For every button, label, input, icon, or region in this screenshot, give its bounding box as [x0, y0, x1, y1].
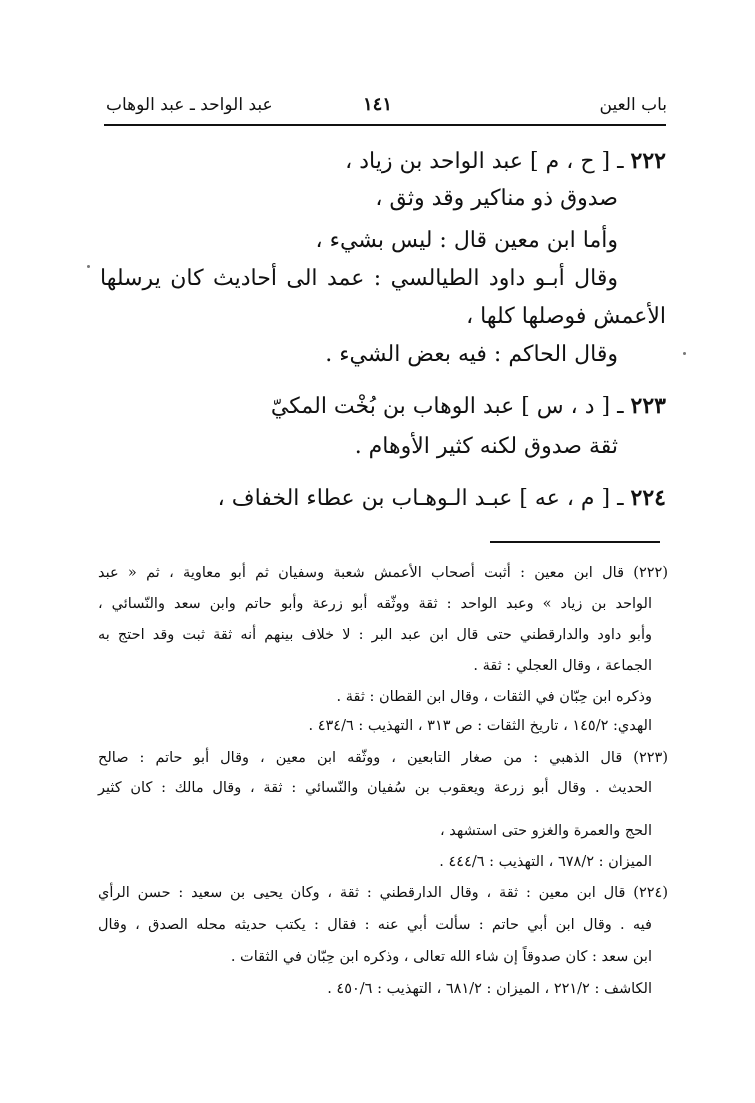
- entry-heading: ـ [ م ، عه ] عبـد الـوهـاب بن عطاء الخفاف ،: [217, 486, 631, 511]
- footnote-223-line: الحديث . وقال أبو زرعة ويعقوب بن سُفيان والنّسائي : ثقة ، وقال مالك : كان كثير: [98, 780, 652, 796]
- entry-222-line: صدوق ذو مناكير وقد وثق ،: [375, 186, 618, 211]
- scan-speck: [87, 265, 90, 268]
- footnote-222-line: (٢٢٢) قال ابن معين : أثبت أصحاب الأعمش شعبة وسفيان ثم أبو معاوية ، ثم « عبد: [98, 565, 668, 581]
- footnote-222-line: الجماعة ، وقال العجلي : ثقة .: [473, 658, 652, 674]
- header-section: عبد الواحد ـ عبد الوهاب: [106, 95, 273, 115]
- header-chapter: باب العين: [599, 95, 667, 115]
- footnote-224-line: فيه . وقال ابن أبي حاتم : سألت أبي عنه : فقال : يكتب حديثه محله الصدق ، وقال: [98, 917, 652, 933]
- header-rule: [104, 124, 666, 126]
- footnote-223-line: (٢٢٣) قال الذهبي : من صغار التابعين ، ووثّقه ابن معين ، وقال أبو حاتم : صالح: [98, 750, 668, 766]
- footnote-222-line: وذكره ابن حِبّان في الثقات ، وقال ابن القطان : ثقة .: [336, 689, 652, 705]
- footnote-separator: [490, 541, 660, 543]
- scan-speck: [683, 352, 686, 355]
- entry-222-line: الأعمش فوصلها كلها ،: [466, 304, 666, 329]
- entry-heading: ـ [ د ، س ] عبد الوهاب بن بُخْت المكيّ: [270, 394, 631, 419]
- entry-223-title: [271, 391, 666, 422]
- footnote-223-source: الميزان : ٦٧٨/٢ ، التهذيب : ٤٤٤/٦ .: [439, 854, 652, 870]
- entry-222-title: [345, 146, 666, 177]
- footnote-223-line: الحج والعمرة والغزو حتى استشهد ،: [440, 823, 652, 839]
- footnote-222-line: وأبو داود والدارقطني حتى قال ابن عبد البر : لا خلاف بينهم أنه ثقة ثبت وقد احتج به: [98, 627, 652, 643]
- entry-number: ٢٢٣: [630, 393, 666, 419]
- footnote-224-line: (٢٢٤) قال ابن معين : ثقة ، وقال الدارقطني : ثقة ، وكان يحيى بن سعيد : حسن الرأي: [98, 885, 668, 901]
- footnote-222-source: الهدي: ١٤٥/٢ ، تاريخ الثقات : ص ٣١٣ ، التهذيب : ٤٣٤/٦ .: [308, 718, 652, 734]
- entry-number: ٢٢٢: [630, 148, 666, 174]
- entry-224-title: [218, 483, 666, 514]
- footnote-222-line: الواحد بن زياد » وعبد الواحد : ثقة ووثّقه أبو زرعة وأبو حاتم وابن سعد والنّسائي ،: [98, 596, 652, 612]
- footnote-224-source: الكاشف : ٢٢١/٢ ، الميزان : ٦٨١/٢ ، التهذيب : ٤٥٠/٦ .: [327, 981, 652, 997]
- entry-223-line: ثقة صدوق لكنه كثير الأوهام .: [354, 434, 618, 459]
- entry-222-line: وأما ابن معين قال : ليس بشيء ،: [315, 228, 618, 253]
- footnote-224-line: ابن سعد : كان صدوقاً إن شاء الله تعالى ، وذكره ابن حِبّان في الثقات .: [230, 949, 652, 965]
- entry-heading: ـ [ ح ، م ] عبد الواحد بن زياد ،: [345, 149, 631, 174]
- entry-number: ٢٢٤: [630, 485, 666, 511]
- entry-222-line: وقال أبـو داود الطيالسي : عمد الى أحاديث كان يرسلها: [100, 266, 618, 291]
- page-number: ١٤١: [362, 94, 392, 115]
- entry-222-line: وقال الحاكم : فيه بعض الشيء .: [325, 342, 618, 367]
